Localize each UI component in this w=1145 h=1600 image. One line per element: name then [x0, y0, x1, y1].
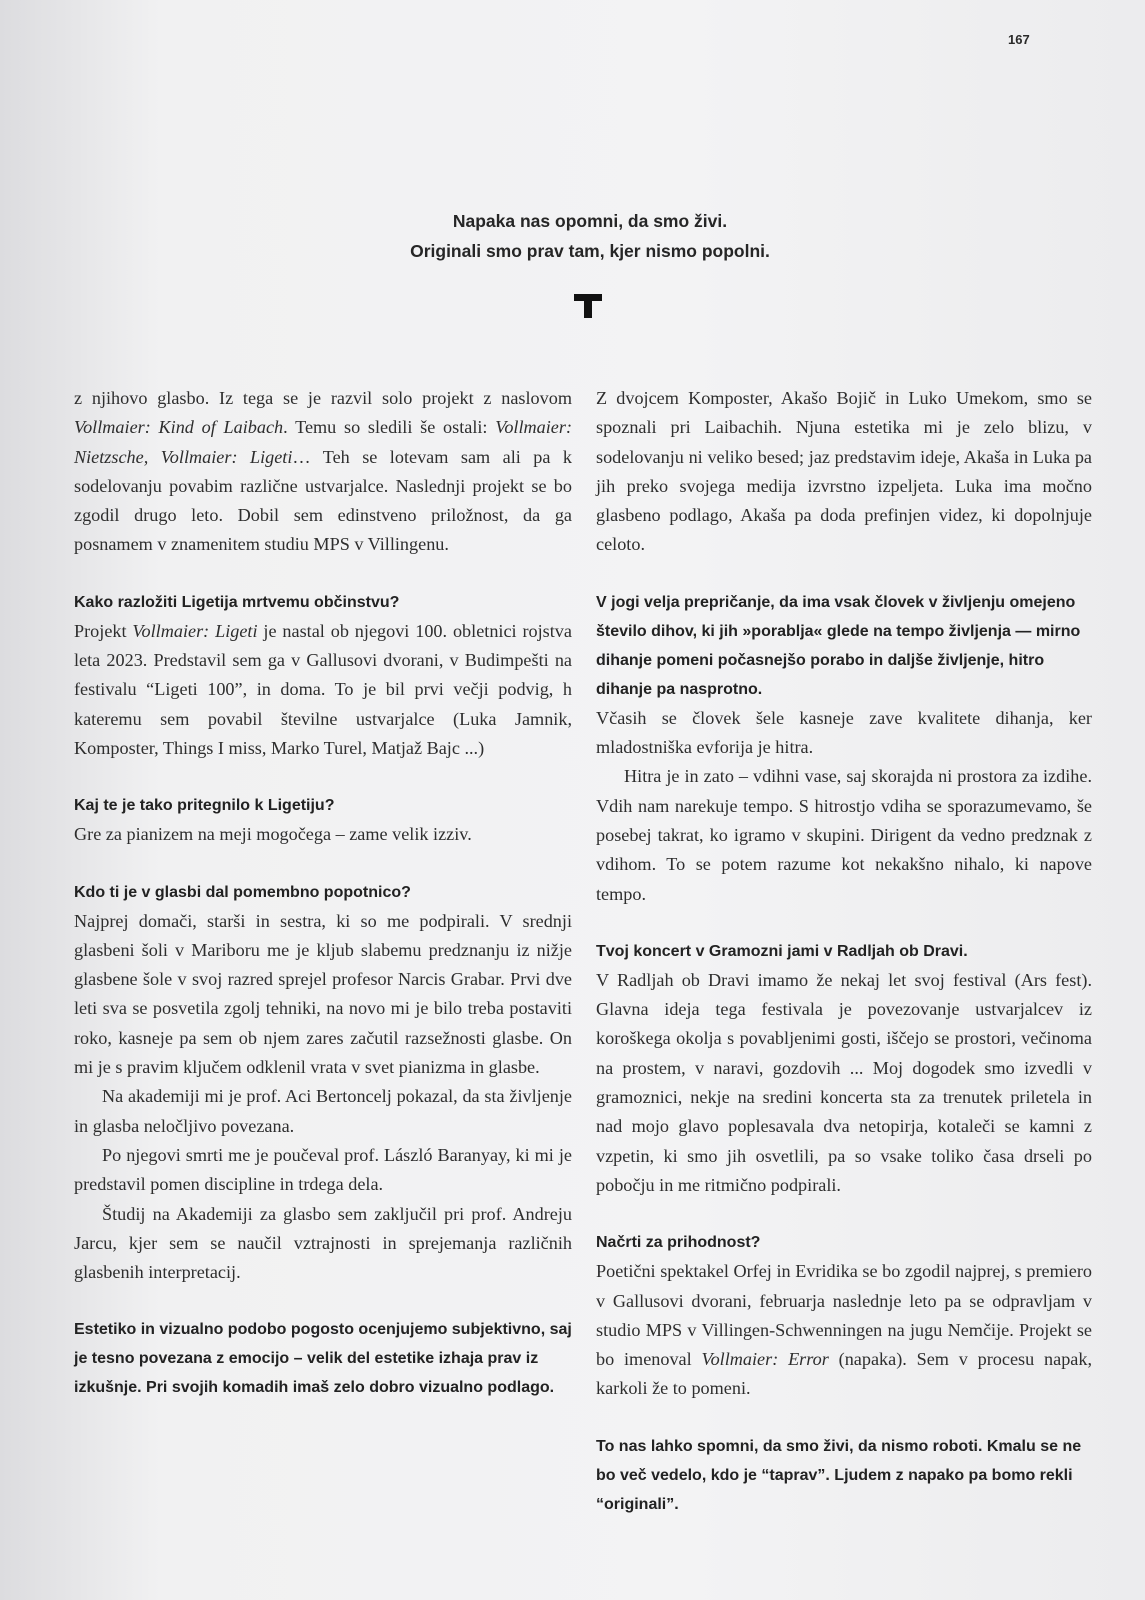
answer-ligeti: Projekt Vollmaier: Ligeti je nastal ob njegovi 100. obletnici rojstva leta 2023. Predstavil sem ga v Gallusovi dvorani, v Budimpešti na festivalu “Ligeti 100”, in doma. To je bil prvi večji podvig, h kateremu sem povabil številne ustvarjalce (Luka Jamnik, Komposter, Things I miss, Marko Turel, Matjaž Bajc ...): [74, 620, 572, 758]
question-breath: V jogi velja prepričanje, da ima vsak človek v življenju omejeno število dihov, ki jih »porablja« glede na tempo življenja — mirno dihanje pomeni počasnejšo porabo in daljše življenje, hitro dihanje pa nasprotno.: [596, 593, 1081, 698]
question-concert: Tvoj koncert v Gramozni jami v Radljah ob Dravi.: [596, 942, 968, 960]
pull-quote-line-2: Originali smo prav tam, kjer nismo popolni.: [410, 241, 770, 261]
question-future: Načrti za prihodnost?: [596, 1234, 761, 1252]
closing-question: Estetiko in vizualno podobo pogosto ocenjujemo subjektivno, saj je tesno povezana z emocijo – velik del estetike izhaja prav iz izkušnje. Pri svojih komadih imaš zelo dobro vizualno podlago.: [74, 1321, 572, 1397]
intro-paragraph: z njihovo glasbo. Iz tega se je razvil solo projekt z naslovom Vollmaier: Kind of Laibach. Temu so sledili še ostali: Vollmaier: Nietzsche, Vollmaier: Ligeti… Teh se lotevam sam ali pa k sodelovanju povabim različne ustvarjalce. Naslednji projekt se bo zgodil drugo leto. Dobil sem edinstveno priložnost, da ga posnamem v znamenitem studiu MPS v Villingenu.: [74, 388, 573, 555]
closing-statement: To nas lahko spomni, da smo živi, da nismo roboti. Kmalu se ne bo več vedelo, kdo je “taprav”. Ljudem z napako pa bomo rekli “originali”.: [596, 1437, 1082, 1513]
komposter-paragraph: Z dvojcem Komposter, Akašo Bojič in Luko Umekom, smo se spoznali pri Laibachih. Njuna estetika mi je zelo blizu, v sodelovanju ni veliko besed; jaz predstavim ideje, Akaša in Luka pa jih preko svojega medija izvrstno izpeljeta. Luka ima močno glasbeno podlago, Akaša pa doda prefinjen videz, ki dopolnjuje celoto.: [596, 388, 1092, 555]
answer-mentor-p3: Po njegovi smrti me je poučeval prof. László Baranyay, ki mi je predstavil pomen discipline in trdega dela.: [74, 1144, 572, 1195]
answer-concert: V Radljah ob Dravi imamo že nekaj let svoj festival (Ars fest). Glavna ideja tega festivala je povezovanje ustvarjalcev iz koroškega okolja s povabljenimi gosti, iščejo se prostori, večinoma na prostem, v naravi, gozdovih ... Moj dogodek smo izvedli v gramoznici, nekje na sredini koncerta sta za trenutek priletela in nad mojo glavo poplesavala dva netopirja, kotaleči se kamni z vzpetin, ki smo jih osvetlili, pa so vsake toliko časa drseli po pobočju in me ritmično podpirali.: [596, 969, 1092, 1195]
pull-quote-line-1: Napaka nas opomni, da smo živi.: [452, 211, 728, 231]
page-number: 167: [1008, 32, 1030, 47]
answer-breath-p1: Včasih se človek šele kasneje zave kvalitete dihanja, ker mladostniška evforija je hitra.: [596, 707, 1092, 758]
answer-breath-p2: Hitra je in zato – vdihni vase, saj skorajda ni prostora za izdihe. Vdih nam narekuje tempo. S hitrostjo vdiha se sporazumevamo, še posebej takrat, ko igramo v skupini. Dirigent da vedno predznak z vdihom. To se potem razume kot nekakšno nihalo, ki napove tempo.: [596, 766, 1092, 904]
answer-mentor-p2: Na akademiji mi je prof. Aci Bertoncelj pokazal, da sta življenje in glasba neločljivo povezana.: [74, 1086, 572, 1136]
t-logo-icon: [574, 294, 602, 318]
answer-attraction: Gre za pianizem na meji mogočega – zame velik izziv.: [74, 824, 472, 845]
question-attraction: Kaj te je tako pritegnilo k Ligetiju?: [74, 797, 335, 815]
answer-mentor-p4: Študij na Akademiji za glasbo sem zaključil pri prof. Andreju Jarcu, kjer sem se naučil vztrajnosti in sprejemanja različnih glasbenih interpretacij.: [74, 1203, 572, 1283]
left-column: [74, 384, 572, 1402]
question-mentor: Kdo ti je v glasbi dal pomembno popotnico?: [74, 883, 411, 901]
pull-quote: [300, 206, 880, 266]
right-column: [596, 384, 1092, 1519]
question-ligeti: Kako razložiti Ligetija mrtvemu občinstvu?: [74, 593, 400, 611]
answer-mentor-p1: Najprej domači, starši in sestra, ki so me podpirali. V srednji glasbeni šoli v Mariboru me je kljub slabemu predznanju iz nižje glasbene šole v svoj razred sprejel profesor Narcis Grabar. Prvi dve leti sva se posvetila zgolj tehniki, na novo mi je bilo treba postaviti roko, kasneje pa sem ob njem zares začutil razsežnosti glasbe. On mi je s pravim ključem odklenil vrata v svet pianizma in glasbe.: [74, 910, 572, 1078]
answer-future: Poetični spektakel Orfej in Evridika se bo zgodil najprej, s premiero v Gallusovi dvorani, februarja naslednje leto pa se odpravljam v studio MPS v Villingen-Schwenningen na jugu Nemčije. Projekt se bo imenoval Vollmaier: Error (napaka). Sem v procesu napak, karkoli že to pomeni.: [596, 1261, 1092, 1399]
